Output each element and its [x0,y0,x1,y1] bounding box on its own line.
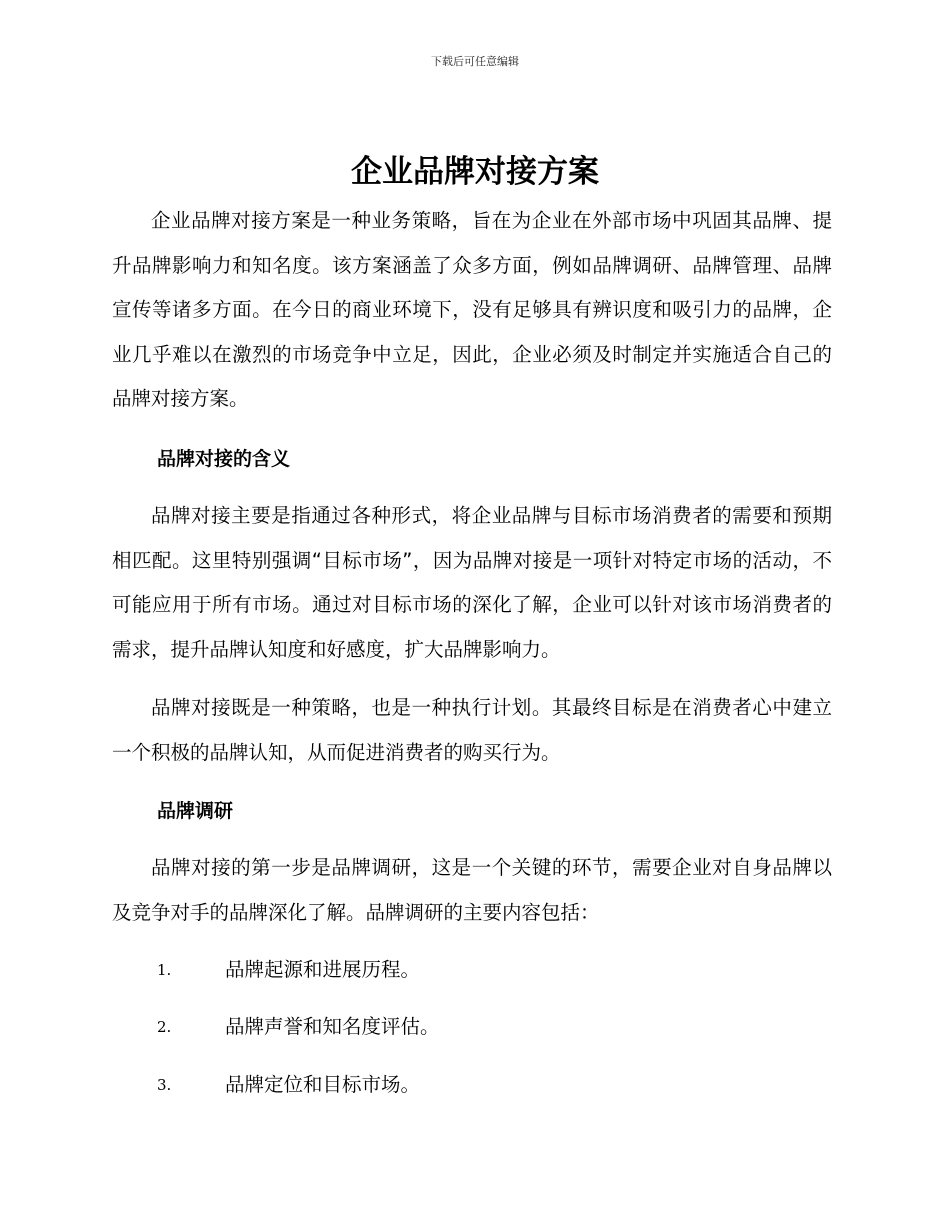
header-note: 下载后可任意编辑 [431,55,519,68]
document-title: 企业品牌对接方案 [351,154,599,190]
paragraph-meaning-2: 品牌对接既是一种策略，也是一种执行计划。其最终目标是在消费者心中建立一个积极的品牌认知，从而促进消费者的购买行为。 [112,696,832,764]
paragraph-meaning-1: 品牌对接主要是指通过各种形式，将企业品牌与目标市场消费者的需要和预期相匹配。这里特别强调“目标市场”，因为品牌对接是一项针对特定市场的活动，不可能应用于所有市场。通过对目标市场的深化了解，企业可以针对该市场消费者的需求，提升品牌认知度和好感度，扩大品牌影响力。 [112,504,832,661]
list-number: 3. [157,1076,172,1094]
list-text: 品牌定位和目标市场。 [225,1073,421,1096]
list-number: 2. [157,1018,172,1036]
section-heading-meaning: 品牌对接的含义 [157,448,291,470]
list-text: 品牌起源和进展历程。 [225,958,421,981]
paragraph-research: 品牌对接的第一步是品牌调研，这是一个关键的环节，需要企业对自身品牌以及竞争对手的品牌深化了解。品牌调研的主要内容包括： [112,856,832,924]
list-number: 1. [157,961,172,979]
list-item [157,955,837,985]
intro-paragraph: 企业品牌对接方案是一种业务策略，旨在为企业在外部市场中巩固其品牌、提升品牌影响力和知名度。该方案涵盖了众多方面，例如品牌调研、品牌管理、品牌宣传等诸多方面。在今日的商业环境下，没有足够具有辨识度和吸引力的品牌，企业几乎难以在激烈的市场竞争中立足，因此，企业必须及时制定并实施适合自己的品牌对接方案。 [112,209,832,410]
list-item [157,1012,837,1042]
list-text: 品牌声誉和知名度评估。 [225,1015,440,1038]
list-item [157,1070,837,1100]
section-heading-research: 品牌调研 [157,800,234,822]
